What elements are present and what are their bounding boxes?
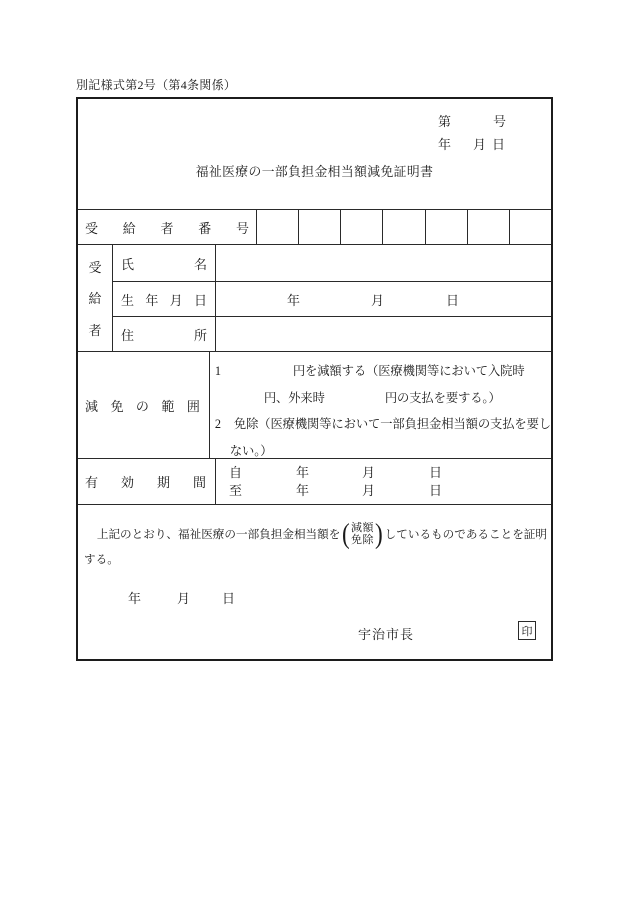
validity-from-day: 日 bbox=[429, 464, 443, 480]
name-field bbox=[216, 245, 551, 281]
doc-number-line bbox=[438, 111, 506, 134]
recipient-number-cell bbox=[298, 210, 340, 244]
exemption-label-char: 範 bbox=[161, 398, 175, 414]
doc-number-prefix: 第 bbox=[438, 114, 452, 129]
recipient-number-row bbox=[78, 209, 551, 244]
doc-meta-block bbox=[438, 111, 506, 157]
recipient-info-section bbox=[78, 244, 551, 351]
exemption-label-char: 減 bbox=[85, 398, 99, 414]
bracket-option-reduction: 減額 bbox=[351, 521, 374, 534]
exemption-item2-cont: ない。） bbox=[229, 443, 273, 458]
birth-year-label: 年 bbox=[287, 292, 301, 308]
certificate-form bbox=[76, 97, 553, 661]
bracket-option-exemption: 免除 bbox=[351, 534, 374, 546]
recipient-side-char: 受 bbox=[88, 260, 102, 276]
reduction-exemption-bracket bbox=[341, 517, 383, 550]
exemption-scope-section bbox=[78, 351, 551, 458]
bracket-close: ) bbox=[374, 517, 383, 550]
exemption-scope-content bbox=[210, 352, 551, 458]
recipient-number-cell bbox=[382, 210, 424, 244]
validity-to-prefix: 至 bbox=[229, 483, 243, 499]
bracket-open: ( bbox=[342, 517, 351, 550]
address-row bbox=[113, 316, 551, 351]
exemption-item1-number: 1 bbox=[214, 364, 221, 378]
birthdate-label-char: 年 bbox=[145, 292, 159, 308]
birthdate-field bbox=[216, 282, 551, 316]
address-field bbox=[216, 317, 551, 351]
exemption-item2-number: 2 bbox=[214, 417, 221, 432]
recipient-number-cell bbox=[256, 210, 298, 244]
exemption-item1-cont-a: 円、外来時 bbox=[263, 390, 325, 405]
form-title: 福祉医療の一部負担金相当額減免証明書 bbox=[195, 165, 434, 179]
recipient-number-cells bbox=[256, 210, 551, 244]
statement-before-bracket: 上記のとおり、福祉医療の一部負担金相当額を bbox=[96, 528, 341, 541]
issue-date-month-label: 月 bbox=[473, 137, 487, 152]
form-header bbox=[78, 99, 551, 209]
recipient-number-label-char: 受 bbox=[85, 220, 99, 236]
recipient-number-label-char: 番 bbox=[198, 220, 212, 236]
address-label-char: 住 bbox=[121, 327, 135, 343]
recipient-side-char: 者 bbox=[88, 322, 102, 338]
recipient-rows bbox=[113, 245, 551, 351]
exemption-label-char: の bbox=[135, 398, 149, 414]
recipient-number-cell bbox=[425, 210, 467, 244]
recipient-number-cell bbox=[467, 210, 509, 244]
validity-to-line bbox=[216, 483, 551, 498]
validity-period-section bbox=[78, 458, 551, 504]
validity-label-char: 期 bbox=[156, 475, 170, 490]
validity-to-month: 月 bbox=[362, 483, 376, 499]
validity-label-char: 効 bbox=[120, 475, 134, 490]
issue-date-year-label: 年 bbox=[438, 137, 452, 152]
recipient-number-label-char: 号 bbox=[235, 220, 249, 236]
validity-to-year: 年 bbox=[296, 483, 310, 499]
exemption-item1-text: 円を減額する（医療機関等において入院時 bbox=[292, 364, 525, 378]
recipient-side-label bbox=[78, 245, 113, 351]
validity-label-char: 有 bbox=[85, 475, 99, 490]
exemption-item1-line1 bbox=[210, 358, 551, 385]
bracket-stack bbox=[351, 522, 374, 547]
validity-from-line bbox=[216, 465, 551, 480]
issue-date-day-label: 日 bbox=[492, 137, 506, 152]
birthdate-row bbox=[113, 281, 551, 316]
mayor-signature-label: 宇治市長 bbox=[358, 627, 415, 642]
certification-section bbox=[78, 504, 551, 659]
birthdate-label bbox=[113, 282, 216, 316]
exemption-item2-line2 bbox=[210, 438, 551, 465]
seal-placeholder: 印 bbox=[518, 621, 536, 640]
certification-date-line bbox=[128, 588, 235, 607]
recipient-number-cell bbox=[340, 210, 382, 244]
exemption-scope-label bbox=[78, 352, 210, 458]
address-label-char: 所 bbox=[193, 327, 207, 343]
certification-statement-line2: する。 bbox=[84, 553, 119, 566]
cert-date-month-label: 月 bbox=[177, 591, 191, 606]
address-label bbox=[113, 317, 216, 351]
birth-month-label: 月 bbox=[371, 292, 385, 308]
validity-period-label bbox=[78, 459, 216, 504]
validity-to-day: 日 bbox=[429, 483, 443, 499]
statement-after-bracket: しているものであることを証明 bbox=[384, 528, 547, 541]
recipient-number-label bbox=[78, 210, 256, 244]
birthdate-label-char: 日 bbox=[193, 292, 207, 308]
recipient-number-cell bbox=[509, 210, 551, 244]
birthdate-label-char: 月 bbox=[169, 292, 183, 308]
name-label-char: 名 bbox=[193, 256, 207, 272]
exemption-label-char: 免 bbox=[110, 398, 124, 414]
validity-from-prefix: 自 bbox=[229, 464, 243, 480]
recipient-side-char: 給 bbox=[88, 291, 102, 307]
validity-from-year: 年 bbox=[296, 464, 310, 480]
birthdate-label-char: 生 bbox=[121, 292, 135, 308]
name-label bbox=[113, 245, 216, 281]
cert-date-day-label: 日 bbox=[222, 591, 236, 606]
certification-statement-line1 bbox=[84, 519, 547, 549]
name-label-char: 氏 bbox=[121, 256, 135, 272]
exemption-item2-text: 免除（医療機関等において一部負担金相当額の支払を要し bbox=[233, 417, 551, 432]
exemption-item1-line2 bbox=[210, 385, 551, 412]
certification-statement bbox=[78, 519, 551, 567]
exemption-label-char: 囲 bbox=[186, 398, 200, 414]
cert-date-year-label: 年 bbox=[128, 591, 142, 606]
validity-period-content bbox=[216, 459, 551, 504]
doc-number-suffix: 号 bbox=[492, 114, 506, 129]
name-row bbox=[113, 245, 551, 281]
birth-day-label: 日 bbox=[446, 292, 460, 308]
recipient-number-label-char: 給 bbox=[122, 220, 136, 236]
exemption-item1-cont-b: 円の支払を要する。） bbox=[384, 390, 501, 405]
exemption-item2-line1 bbox=[210, 411, 551, 438]
recipient-number-label-char: 者 bbox=[160, 220, 174, 236]
form-style-caption: 別記様式第2号（第4条関係） bbox=[76, 78, 237, 92]
validity-from-month: 月 bbox=[362, 464, 376, 480]
validity-label-char: 間 bbox=[192, 475, 206, 490]
issue-date-line bbox=[438, 134, 506, 157]
